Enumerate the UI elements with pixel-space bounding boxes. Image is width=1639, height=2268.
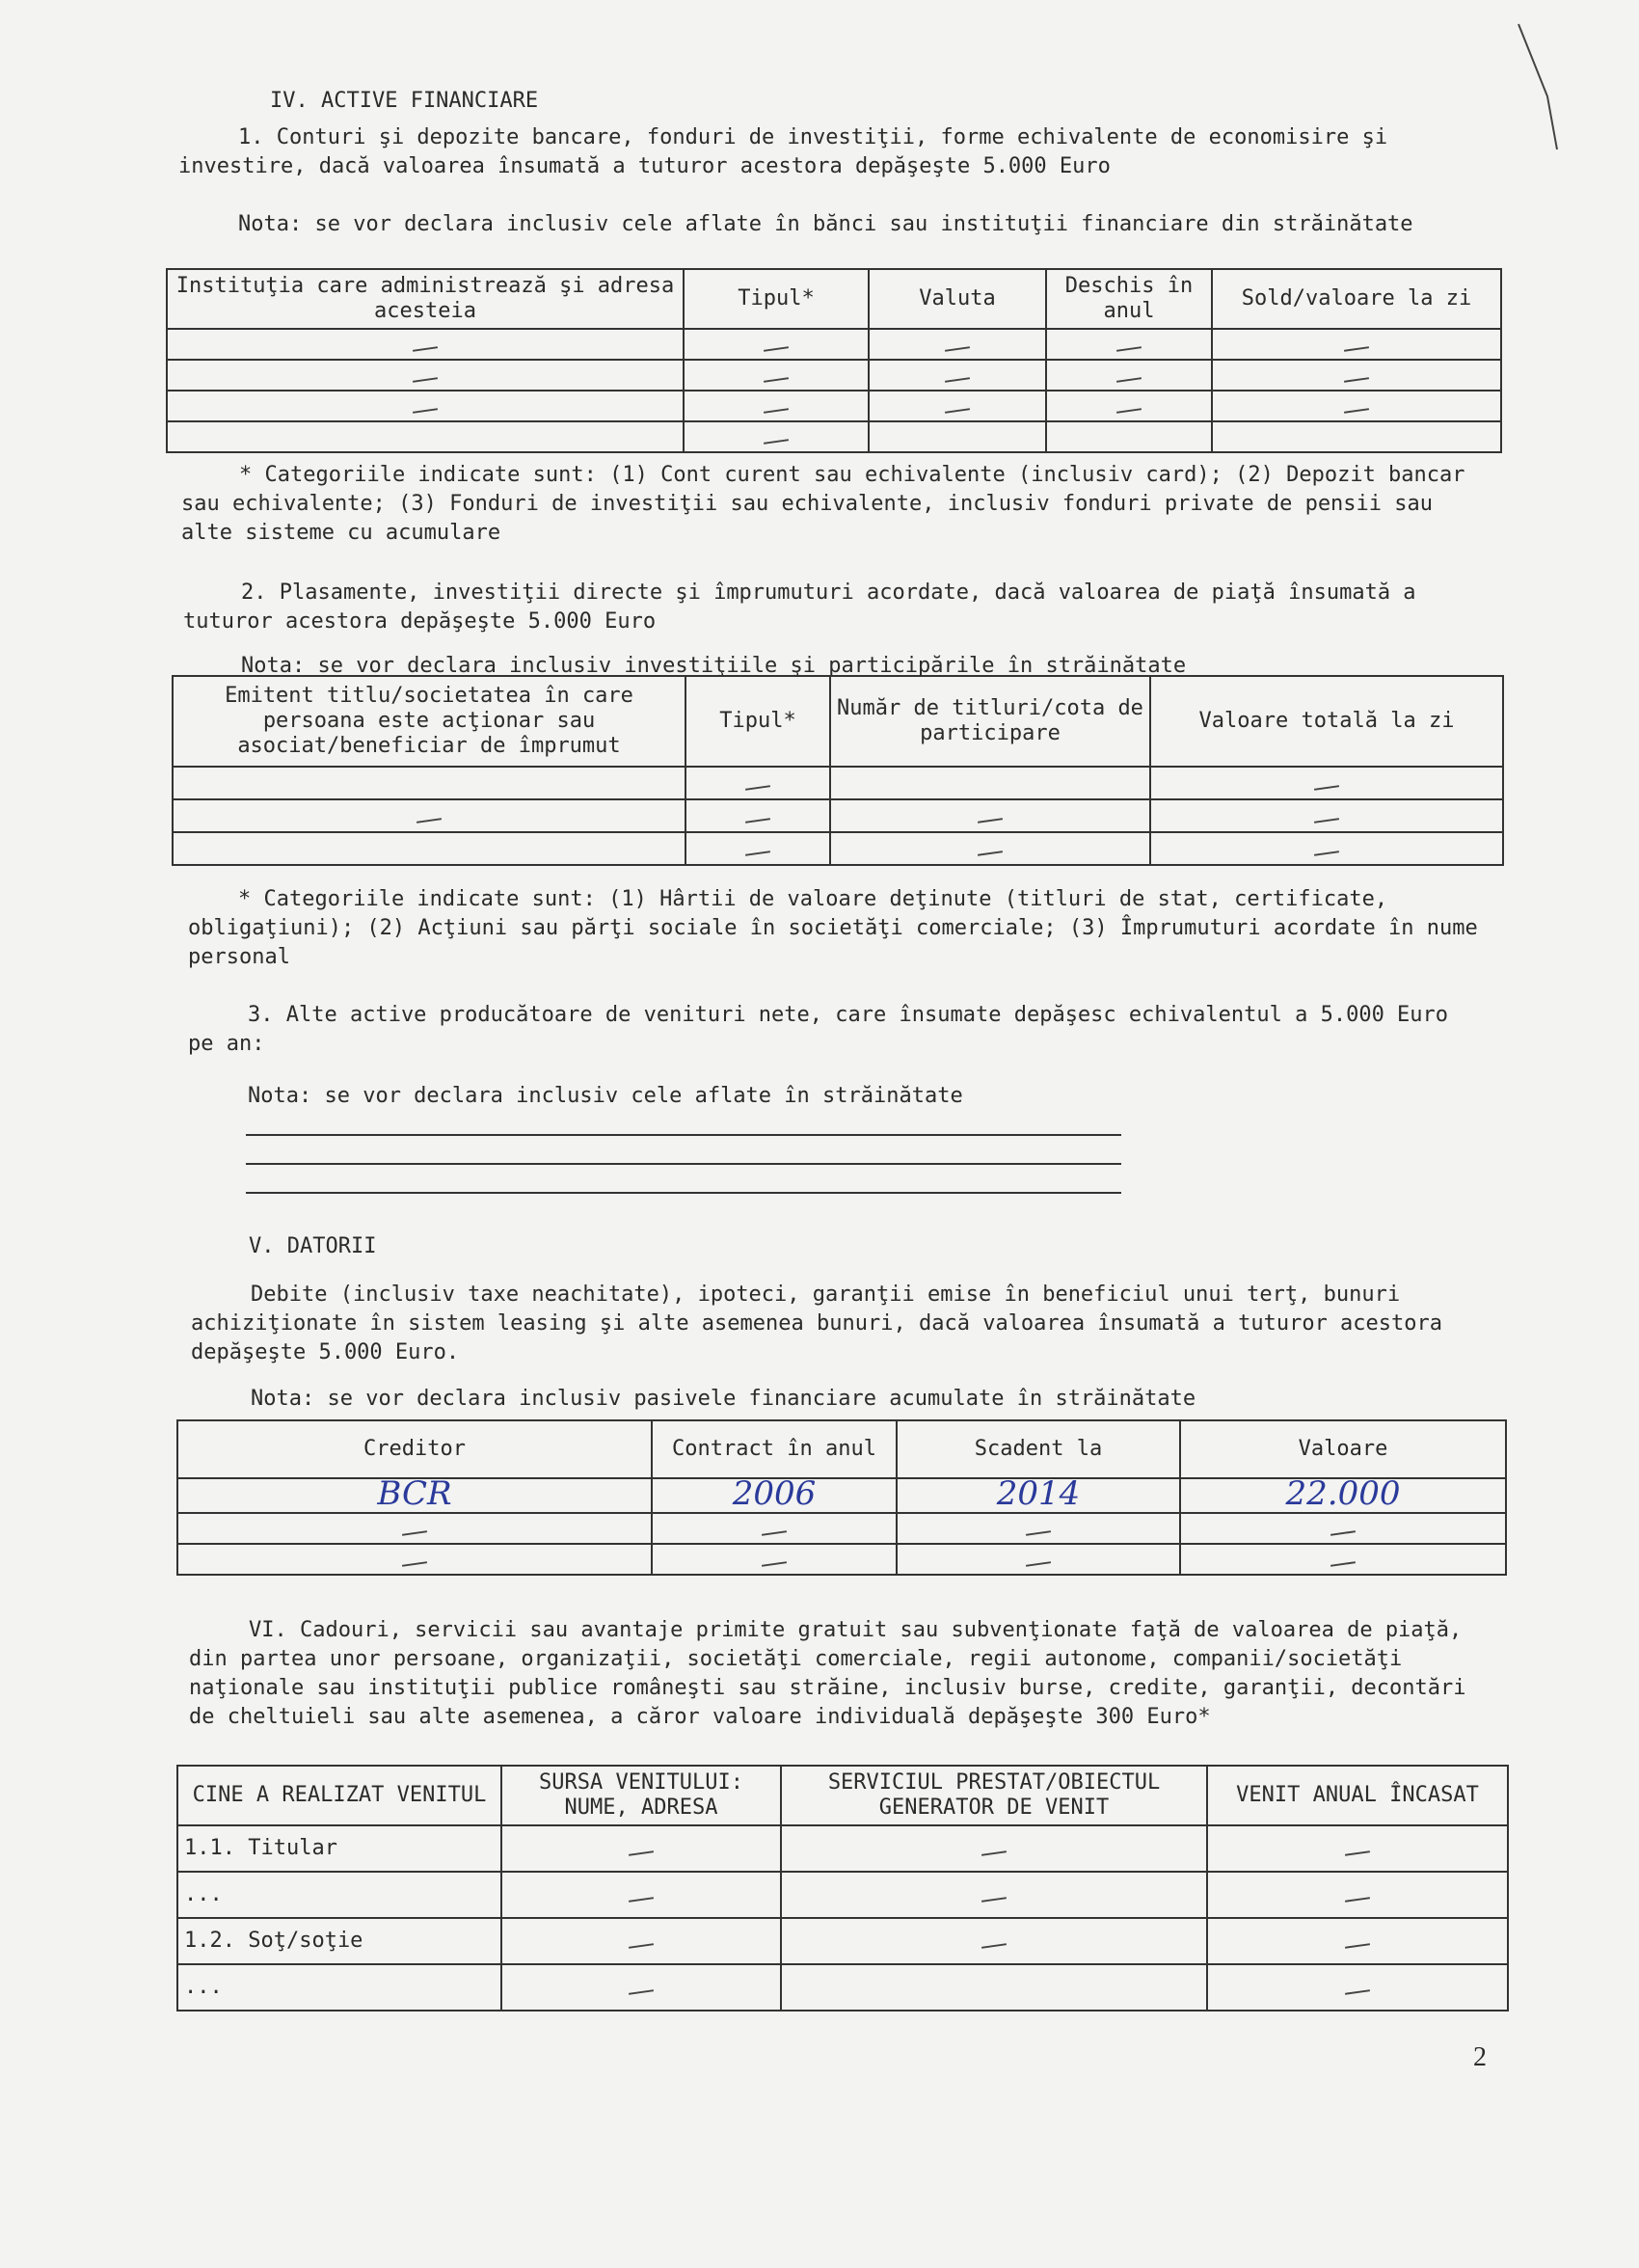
table-debts xyxy=(176,1419,1507,1576)
header-contract-year: Contract în anul xyxy=(652,1420,897,1478)
row-label: ... xyxy=(177,1964,501,2011)
header-issuer: Emitent titlu/societatea în care persoana este acţionar sau asociat/beneficiar de împrumut xyxy=(173,676,685,767)
header-value: Valoare xyxy=(1180,1420,1506,1478)
dash-mark xyxy=(1345,1850,1370,1856)
dash-mark xyxy=(402,1561,427,1567)
table-row xyxy=(177,1544,1506,1575)
item2-footnote: * Categoriile indicate sunt: (1) Hârtii de valoare deţinute (titluri de stat, certificate, obligaţiuni); (2) Acţiuni sau părţi sociale în societăţi comerciale; (3) Împrumuturi acordate în nume personal xyxy=(188,887,1491,969)
dash-mark xyxy=(1026,1561,1051,1567)
header-total-value: Valoare totală la zi xyxy=(1150,676,1503,767)
section-v-title: V. DATORII xyxy=(249,1234,377,1258)
table-row xyxy=(173,767,1503,799)
dash-mark xyxy=(416,818,442,824)
table-bank-accounts xyxy=(166,268,1502,453)
dash-mark xyxy=(1330,1530,1356,1536)
blank-line xyxy=(246,1134,1121,1136)
header-currency: Valuta xyxy=(869,269,1046,329)
due-year-handwritten: 2014 xyxy=(996,1473,1081,1513)
dash-mark xyxy=(402,1530,427,1536)
header-source: SURSA VENITULUI: NUME, ADRESA xyxy=(501,1766,781,1825)
creditor-handwritten: BCR xyxy=(377,1473,452,1513)
table-row xyxy=(167,421,1501,452)
dash-mark xyxy=(629,1897,654,1903)
blank-line xyxy=(246,1163,1121,1165)
header-institution: Instituţia care administrează şi adresa acesteia xyxy=(167,269,684,329)
item3-text: 3. Alte active producătoare de venituri nete, care însumate depăşesc echivalentul a 5.000 Euro pe an: xyxy=(188,1003,1462,1056)
blank-line xyxy=(246,1192,1121,1194)
table-row xyxy=(167,329,1501,360)
dash-mark xyxy=(1344,377,1369,383)
dash-mark xyxy=(945,346,970,352)
table-row xyxy=(177,1825,1508,1872)
dash-mark xyxy=(629,1943,654,1949)
dash-mark xyxy=(629,1989,654,1995)
section-vi-text: VI. Cadouri, servicii sau avantaje primite gratuit sau subvenţionate faţă de valoarea de piaţă, din partea unor persoane, organizaţii, societăţi comerciale, regii autonome, companii/societăţi naţionale sau instituţii publice româneşti sau străine, inclusiv burse, credite, garanţii, decontări de cheltuieli sau alte asemenea, a căror valoare individuală depăşeşte 300 Euro* xyxy=(189,1618,1479,1729)
dash-mark xyxy=(1314,850,1339,856)
dash-mark xyxy=(764,439,789,445)
item2-text: 2. Plasamente, investiţii directe şi împrumuturi acordate, dacă valoarea de piaţă însumată a tuturor acestora depăşeşte 5.000 Euro xyxy=(183,580,1429,634)
value-handwritten: 22.000 xyxy=(1285,1473,1401,1513)
header-creditor: Creditor xyxy=(177,1420,652,1478)
dash-mark xyxy=(745,850,770,856)
table-row xyxy=(177,1964,1508,2011)
dash-mark xyxy=(764,346,789,352)
corner-mark xyxy=(1509,19,1567,154)
table-gifts xyxy=(176,1765,1509,2012)
dash-mark xyxy=(762,1530,787,1536)
dash-mark xyxy=(981,1850,1007,1856)
item2-note: Nota: se vor declara inclusiv investiţiile şi participările în străinătate xyxy=(241,654,1187,678)
dash-mark xyxy=(945,408,970,414)
header-opened-year: Deschis în anul xyxy=(1046,269,1212,329)
header-annual-income: VENIT ANUAL ÎNCASAT xyxy=(1207,1766,1508,1825)
header-shares: Număr de titluri/cota de participare xyxy=(830,676,1150,767)
row-label: 1.2. Soţ/soţie xyxy=(177,1918,501,1964)
table-row xyxy=(177,1872,1508,1918)
dash-mark xyxy=(981,1897,1007,1903)
dash-mark xyxy=(978,850,1003,856)
dash-mark xyxy=(1344,408,1369,414)
header-balance: Sold/valoare la zi xyxy=(1212,269,1501,329)
section-v-note: Nota: se vor declara inclusiv pasivele financiare acumulate în străinătate xyxy=(251,1387,1196,1411)
header-service: SERVICIUL PRESTAT/OBIECTUL GENERATOR DE VENIT xyxy=(781,1766,1207,1825)
dash-mark xyxy=(1345,1989,1370,1995)
dash-mark xyxy=(1314,785,1339,791)
section-v-text: Debite (inclusiv taxe neachitate), ipoteci, garanţii emise în beneficiul unui terţ, bunuri achiziţionate în sistem leasing şi alte asemenea bunuri, dacă valoarea însumată a tuturor acestora depăşeşte 5.000 Euro. xyxy=(191,1282,1456,1364)
header-due: Scadent la xyxy=(897,1420,1180,1478)
header-type: Tipul* xyxy=(685,676,830,767)
dash-mark xyxy=(764,408,789,414)
dash-mark xyxy=(1314,818,1339,824)
dash-mark xyxy=(981,1943,1007,1949)
item1-text: 1. Conturi şi depozite bancare, fonduri de investiţii, forme echivalente de economisire şi investire, dacă valoarea însumată a tuturor acestora depăşeşte 5.000 Euro xyxy=(178,125,1401,178)
table-row xyxy=(173,799,1503,832)
page-number: 2 xyxy=(1473,2042,1487,2072)
item1-note: Nota: se vor declara inclusiv cele aflate în bănci sau instituţii financiare din străinătate xyxy=(238,212,1413,236)
dash-mark xyxy=(762,1561,787,1567)
dash-mark xyxy=(1116,346,1142,352)
table-row xyxy=(177,1478,1506,1513)
dash-mark xyxy=(1345,1897,1370,1903)
row-label: 1.1. Titular xyxy=(177,1825,501,1872)
dash-mark xyxy=(1330,1561,1356,1567)
contract-year-handwritten: 2006 xyxy=(732,1473,817,1513)
table-row xyxy=(173,832,1503,865)
table-row xyxy=(167,360,1501,391)
item3-note: Nota: se vor declara inclusiv cele aflate în străinătate xyxy=(248,1084,963,1108)
dash-mark xyxy=(1345,1943,1370,1949)
dash-mark xyxy=(413,408,438,414)
dash-mark xyxy=(629,1850,654,1856)
dash-mark xyxy=(1026,1530,1051,1536)
table-row xyxy=(167,391,1501,421)
dash-mark xyxy=(745,785,770,791)
table-row xyxy=(177,1513,1506,1544)
dash-mark xyxy=(945,377,970,383)
dash-mark xyxy=(413,346,438,352)
dash-mark xyxy=(978,818,1003,824)
item1-footnote: * Categoriile indicate sunt: (1) Cont curent sau echivalente (inclusiv card); (2) Depozit bancar sau echivalente; (3) Fonduri de investiţii sau echivalente, inclusiv fonduri private de pensii sau alte sisteme cu acumulare xyxy=(181,463,1478,545)
section-iv-title: IV. ACTIVE FINANCIARE xyxy=(270,89,539,113)
row-label: ... xyxy=(177,1872,501,1918)
table-row xyxy=(177,1918,1508,1964)
dash-mark xyxy=(1344,346,1369,352)
dash-mark xyxy=(413,377,438,383)
dash-mark xyxy=(1116,377,1142,383)
header-type: Tipul* xyxy=(684,269,869,329)
table-investments xyxy=(172,675,1504,866)
dash-mark xyxy=(745,818,770,824)
dash-mark xyxy=(1116,408,1142,414)
header-who: CINE A REALIZAT VENITUL xyxy=(177,1766,501,1825)
dash-mark xyxy=(764,377,789,383)
